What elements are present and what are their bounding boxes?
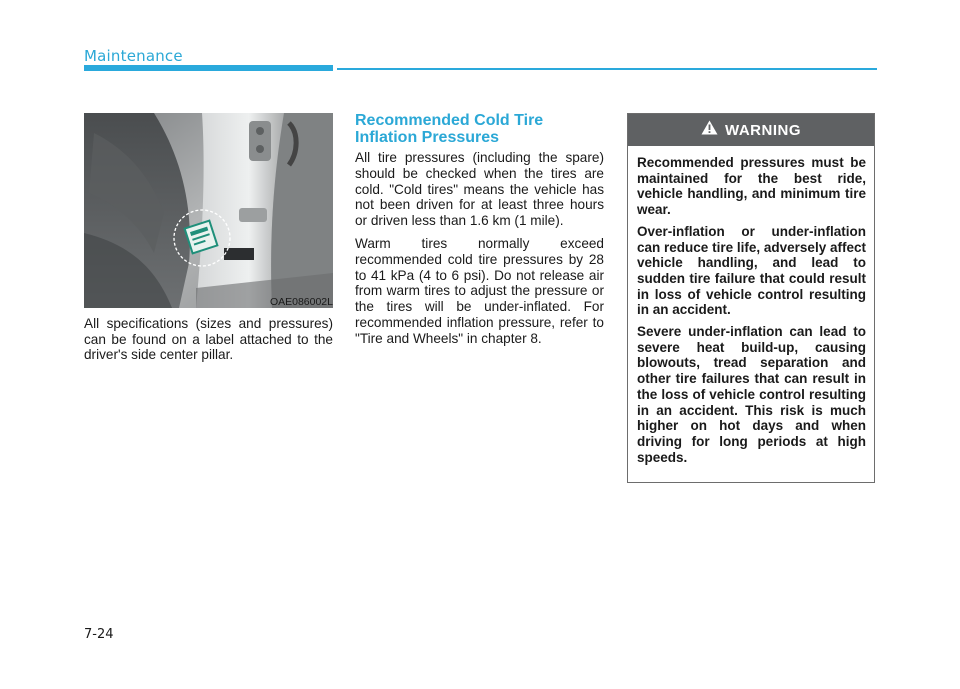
- figure-caption: OAE086002L: [269, 296, 333, 308]
- warning-paragraph-pressures: Recommended pressures must be maintained for the best ride, vehicle handling, and minimum tire wear.: [637, 155, 866, 218]
- warning-box: [627, 113, 875, 483]
- warning-header: [628, 114, 874, 146]
- warning-paragraph-inflation: Over-inflation or under-inflation can reduce tire life, adversely affect vehicle handling, and lead to sudden tire failure that could result in loss of vehicle control resulting in an accident.: [637, 223, 866, 318]
- warning-body: [628, 146, 874, 465]
- page-number: 7-24: [84, 627, 114, 642]
- warning-paragraph-under-inflation: Severe under-inflation can lead to severe heat build-up, causing blowouts, tread separation and other tire failures that can result in the loss of vehicle control resulting in an accident. This risk is much higher on hot days and when driving for long periods at high speeds.: [637, 324, 866, 465]
- warning-title: WARNING: [725, 121, 801, 139]
- inflation-body: [355, 150, 604, 354]
- body-paragraph-cold-tires: All tire pressures (including the spare) should be checked when the tires are cold. "Cold tires" means the vehicle has not been driven for at least three hours or driven less than 1.6 km (1 mile).: [355, 150, 604, 229]
- section-title: Maintenance: [84, 47, 183, 65]
- body-paragraph-warm-tires: Warm tires normally exceed recommended cold tire pressures by 28 to 41 kPa (4 to 6 psi). Do not release air from warm tires to adjust the pressure or the tires will be under-inflated. For recommended inflation pressure, refer to "Tire and Wheels" in chapter 8.: [355, 235, 604, 346]
- warning-triangle-icon: [701, 120, 718, 140]
- label-location-text: All specifications (sizes and pressures) can be found on a label attached to the driver's side center pillar.: [84, 316, 333, 362]
- door-pillar-photo: [84, 113, 333, 308]
- section-heading: Recommended Cold Tire Inflation Pressures: [355, 112, 544, 146]
- header-rule-thick: [84, 65, 333, 71]
- header-rule-thin: [337, 68, 877, 70]
